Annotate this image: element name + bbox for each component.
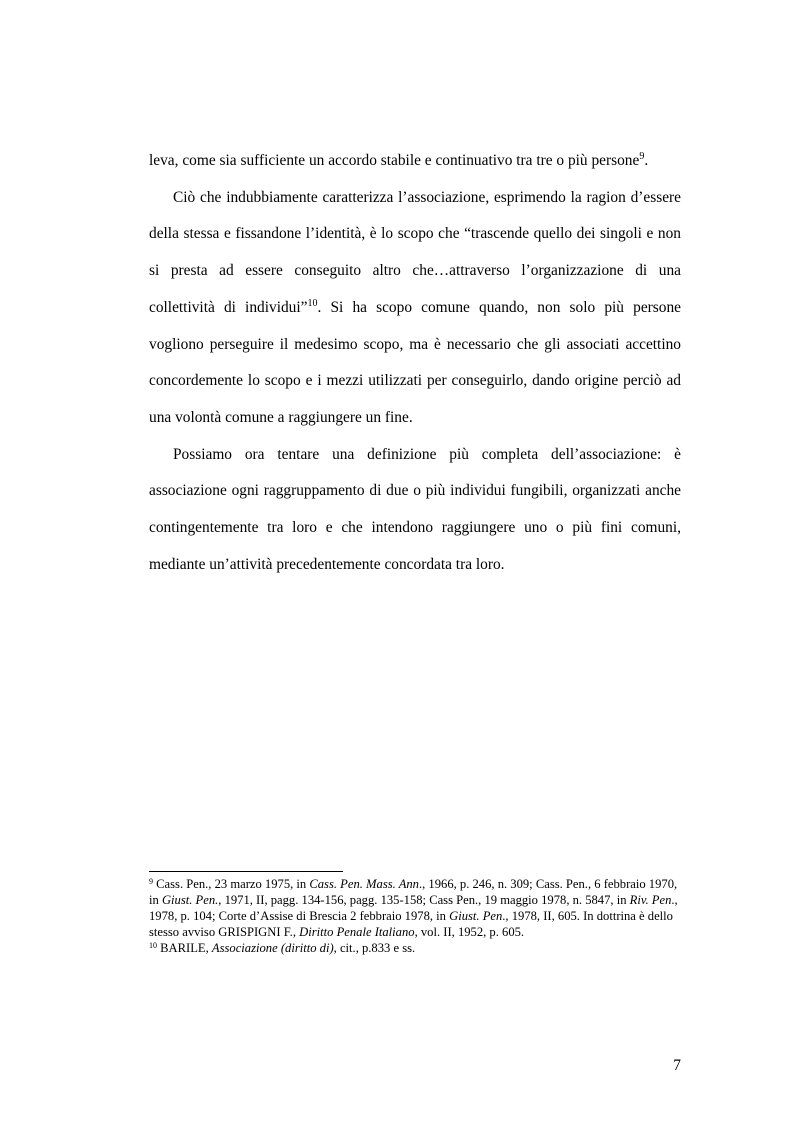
footnote-9-text: ., 1966, p. 246, n. 309; Cass. Pen., 6 febbraio 1970, in [149, 877, 678, 907]
paragraph-2-text-before: Ciò che indubbiamente caratterizza l’associazione, esprimendo la ragion d’essere della stessa e fissandone l’identità, è lo scopo che “trascende quello dei singoli e non si presta ad essere conseguito altro che…attraverso l’organizzazione di una collettività di individui” [149, 188, 681, 316]
footnote-9-text: ., 1978, II, 605. In dottrina è dello stesso avviso GRISPIGNI F., [149, 908, 673, 939]
footnote-9-citation-title: Giust. Pen., [161, 892, 222, 907]
footnote-9 [149, 877, 681, 941]
footnote-9-citation-title: Giust. Pen [449, 908, 503, 923]
paragraph-1-text: leva, come sia sufficiente un accordo stabile e continuativo tra tre o più persone [149, 152, 640, 169]
footnote-9-text: Cass. Pen., 23 marzo 1975, in [153, 877, 310, 891]
paragraph-1-tail: . [644, 152, 649, 169]
paragraph-continuation [149, 143, 681, 180]
footnote-9-citation-title: Cass. Pen. Mass. Ann [309, 877, 419, 891]
footnote-9-citation-title: Diritto Penale Italiano [299, 924, 415, 939]
footnote-separator [149, 871, 343, 872]
page-number: 7 [673, 1057, 681, 1074]
footnote-9-text: 1971, II, pagg. 134-156, pagg. 135-158; Cass Pen., 19 maggio 1978, n. 5847, in [221, 892, 630, 907]
footnote-10 [149, 941, 681, 957]
footnotes [149, 877, 681, 957]
footnote-ref-10[interactable]: 10 [307, 297, 318, 309]
footnote-10-citation-title: Associazione (diritto di) [211, 940, 334, 955]
footnote-10-text: BARILE, [157, 940, 212, 955]
paragraph-2-text-after: . Si ha scopo comune quando, non solo più persone vogliono perseguire il medesimo scopo, ma è necessario che gli associati accettino concordemente lo scopo e i mezzi utilizzati per conseguirlo, dando origine perciò ad una volontà comune a raggiungere un fine. [149, 298, 681, 426]
footnote-9-text: ., 1978, p. 104; Corte d’Assise di Brescia 2 febbraio 1978, in [149, 892, 678, 923]
footnote-10-text: , cit., p.833 e ss. [333, 940, 416, 955]
footnote-ref-9[interactable]: 9 [639, 151, 645, 162]
paragraph-3-text: Possiamo ora tentare una definizione più completa dell’associazione: è associazione ogni raggruppamento di due o più individui fungibili, organizzati anche contingentemente tra loro e che intendono raggiungere uno o più fini comuni, mediante un’attività precedentemente concordata tra loro. [149, 445, 681, 573]
main-text [149, 143, 681, 583]
footnote-9-citation-title: Riv. Pen [629, 892, 672, 907]
footnote-9-number: 9 [149, 877, 153, 886]
footnote-10-number: 10 [149, 940, 157, 950]
paragraph-scope [149, 180, 681, 437]
footnote-9-text: , vol. II, 1952, p. 605. [414, 924, 525, 939]
paragraph-definition [149, 437, 681, 584]
